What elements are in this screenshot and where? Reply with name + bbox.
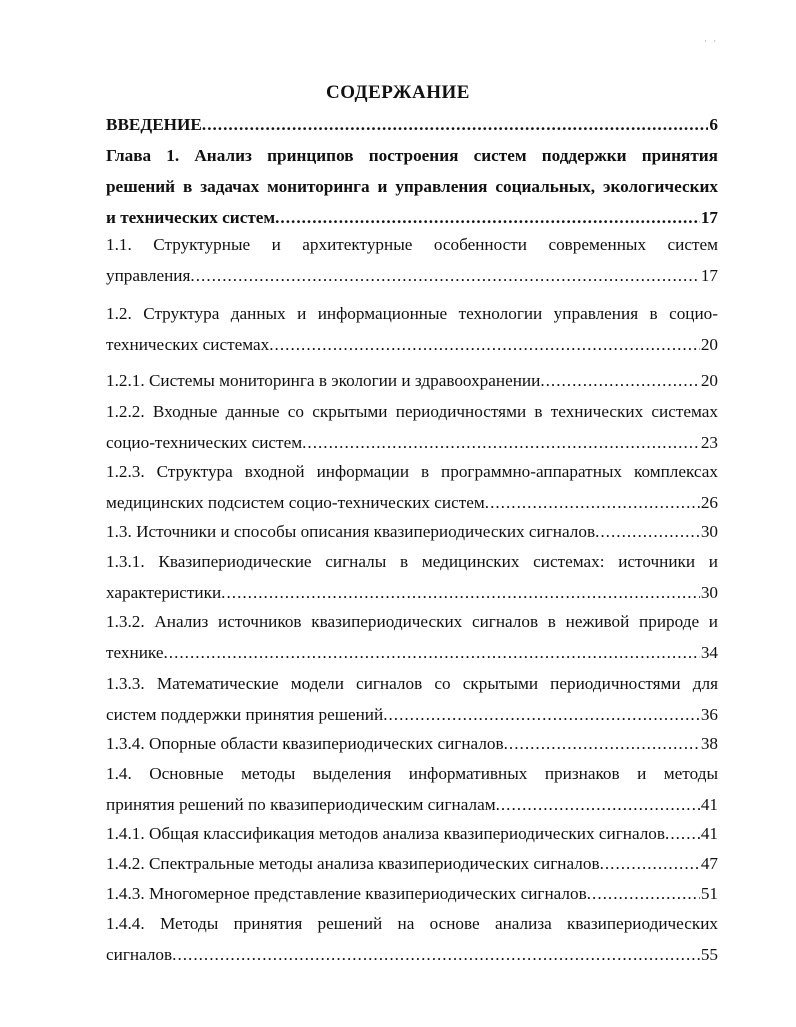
toc-entry-text: 1.3.2. Анализ источников квазипериодических сигналов в неживой природе и [106, 612, 718, 631]
toc-entry-text: технических системах [106, 335, 270, 354]
toc-entry-last-line [106, 728, 718, 759]
toc-page-number: 23 [700, 433, 718, 452]
dot-leader [504, 728, 700, 759]
toc-entry [106, 298, 718, 360]
toc-entry [106, 848, 718, 879]
toc-entry [106, 516, 718, 547]
toc-entry [106, 229, 718, 291]
toc-entry-text: 1.2.3. Структура входной информации в программно-аппаратных комплексах [106, 462, 718, 481]
toc-entry-last-line [106, 699, 718, 730]
toc-entry-last-line [106, 939, 718, 970]
toc-entry-text: 1.3.1. Квазипериодические сигналы в медицинских системах: источники и [106, 552, 718, 571]
dot-leader [172, 939, 700, 970]
toc-entry-last-line [106, 789, 718, 820]
dot-leader [163, 637, 699, 668]
dot-leader [221, 577, 700, 608]
toc-entry-text: сигналов [106, 945, 173, 964]
toc-entry [106, 728, 718, 759]
toc-entry-last-line [106, 427, 718, 458]
page-title: СОДЕРЖАНИЕ [326, 82, 470, 103]
toc-entry-text: 1.4.4. Методы принятия решений на основе анализа квазипериодических [106, 914, 718, 933]
toc-page-number: 41 [700, 795, 718, 814]
toc-entry-last-line [106, 516, 718, 547]
toc-page-number: 30 [700, 522, 718, 541]
toc-entry-last-line [106, 329, 718, 360]
toc-entry-last-line [106, 637, 718, 668]
dot-leader [595, 516, 700, 547]
toc-page-number: 36 [700, 705, 718, 724]
toc-entry-last-line [106, 878, 718, 909]
toc-entry-text: 1.2. Структура данных и информационные технологии управления в социо- [106, 304, 718, 323]
toc-entry-text: социо-технических систем [106, 433, 303, 452]
toc-entry [106, 109, 718, 140]
dot-leader [302, 427, 700, 458]
dot-leader [540, 365, 700, 396]
toc-entry [106, 878, 718, 909]
toc-page-number: 20 [700, 335, 718, 354]
toc-entry-last-line [106, 577, 718, 608]
toc-entry [106, 365, 718, 396]
toc-entry [106, 456, 718, 518]
toc-page-number: 26 [700, 493, 718, 512]
dot-leader [190, 260, 699, 291]
toc-entry-last-line [106, 818, 718, 849]
toc-entry-text: управления [106, 266, 191, 285]
toc-entry [106, 758, 718, 820]
toc-entry-text: 1.4. Основные методы выделения информативных признаков и методы [106, 764, 718, 783]
toc-entry [106, 818, 718, 849]
toc-entry [106, 606, 718, 668]
toc-page-number: 51 [700, 884, 718, 903]
toc-page-number: 47 [700, 854, 718, 873]
dot-leader [202, 109, 709, 140]
toc-entry-text: 1.2.1. Системы мониторинга в экологии и здравоохранении [106, 371, 541, 390]
toc-entry [106, 668, 718, 730]
toc-entry-text: Глава 1. Анализ принципов построения систем поддержки принятия [106, 146, 718, 165]
toc-entry-text: 1.1. Структурные и архитектурные особенности современных систем [106, 235, 718, 254]
toc-page-number: 55 [700, 945, 718, 964]
toc-entry-text: 1.3. Источники и способы описания квазипериодических сигналов [106, 522, 596, 541]
toc-entry-text: 1.4.2. Спектральные методы анализа квазипериодических сигналов [106, 854, 600, 873]
toc-entry-last-line [106, 109, 718, 140]
toc-page-number: 30 [700, 583, 718, 602]
toc-entry-text: систем поддержки принятия решений [106, 705, 384, 724]
toc-page-number: 20 [700, 371, 718, 390]
corner-mark: · · [704, 36, 719, 46]
toc-entry-text: 1.2.2. Входные данные со скрытыми периодичностями в технических системах [106, 402, 718, 421]
dot-leader [269, 329, 700, 360]
toc-page-number: 34 [700, 643, 718, 662]
toc-page-number: 41 [700, 824, 718, 843]
dot-leader [496, 789, 700, 820]
dot-leader [383, 699, 700, 730]
toc-entry [106, 396, 718, 458]
dot-leader [665, 818, 700, 849]
toc-entry [106, 546, 718, 608]
toc-entry-last-line [106, 365, 718, 396]
toc-entry-last-line [106, 848, 718, 879]
toc-entry-text: медицинских подсистем социо-технических систем [106, 493, 485, 512]
toc-entry-last-line [106, 487, 718, 518]
toc-page-number: 17 [700, 208, 718, 227]
toc-entry-text: 1.3.4. Опорные области квазипериодических сигналов [106, 734, 504, 753]
toc-entry-text: ВВЕДЕНИЕ [106, 115, 202, 134]
toc-entry-last-line [106, 260, 718, 291]
toc-entry [106, 908, 718, 970]
toc-entry-text: технике [106, 643, 164, 662]
toc-entry-text: и технических систем [106, 208, 276, 227]
toc-entry-text: характеристики [106, 583, 222, 602]
toc-page-number: 17 [700, 266, 718, 285]
dot-leader [587, 878, 700, 909]
dot-leader [600, 848, 700, 879]
toc-entry-text: 1.4.1. Общая классификация методов анализа квазипериодических сигналов [106, 824, 666, 843]
toc-page-number: 38 [700, 734, 718, 753]
toc-entry-text: решений в задачах мониторинга и управления социальных, экологических [106, 177, 718, 196]
toc-page-number: 6 [709, 115, 718, 134]
toc-entry-text: принятия решений по квазипериодическим сигналам [106, 795, 496, 814]
toc-entry [106, 140, 718, 233]
toc-entry-text: 1.3.3. Математические модели сигналов со скрытыми периодичностями для [106, 674, 718, 693]
dot-leader [485, 487, 700, 518]
toc-entry-text: 1.4.3. Многомерное представление квазипериодических сигналов [106, 884, 587, 903]
